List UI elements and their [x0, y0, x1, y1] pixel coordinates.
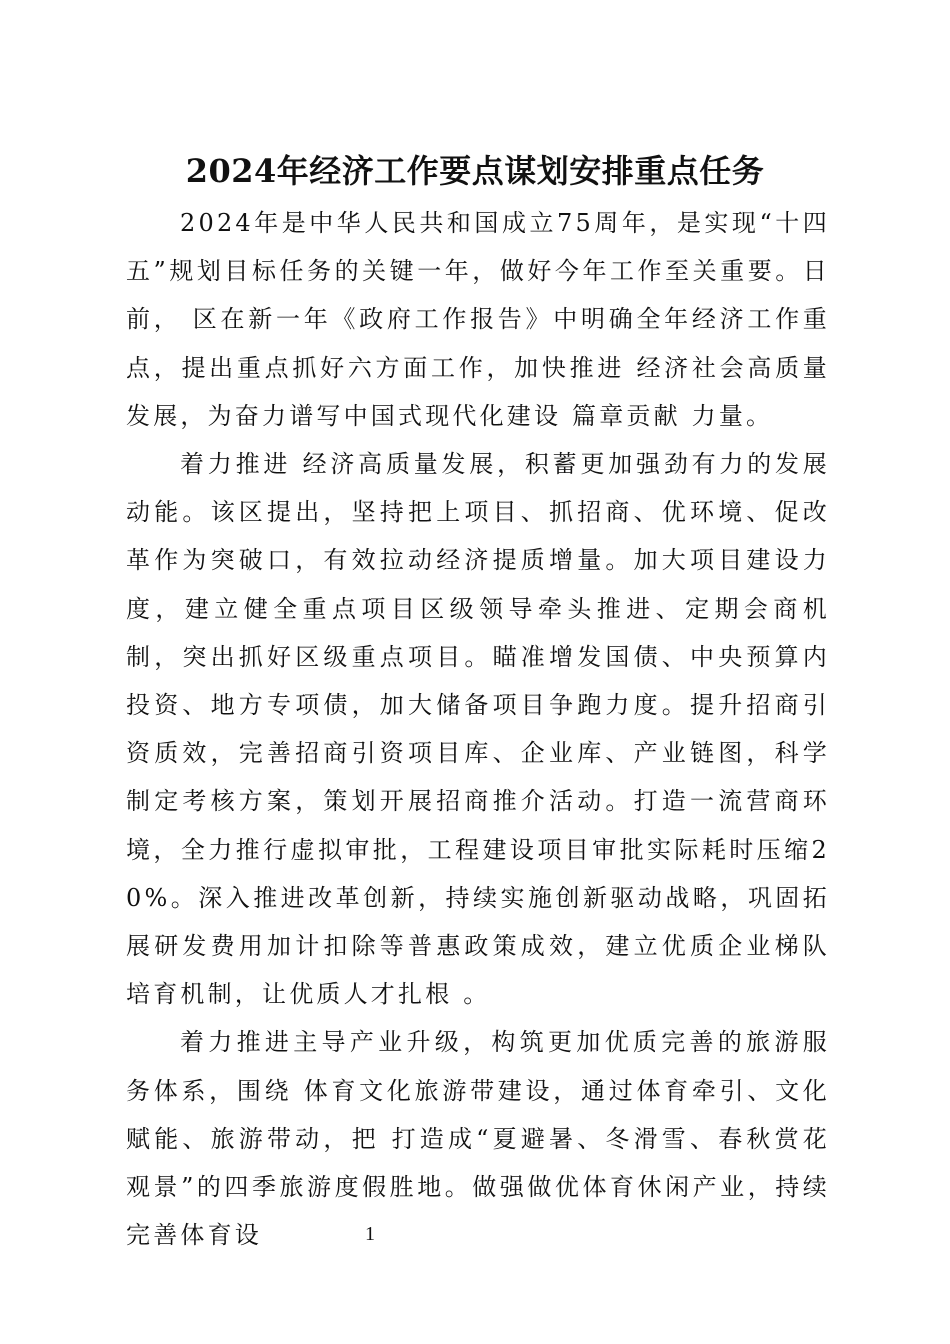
document-title: 2024年经济工作要点谋划安排重点任务 [185, 152, 765, 190]
paragraph-industry: 着力推进主导产业升级，构筑更加优质完善的旅游服务体系，围绕 体育文化旅游带建设，通过体育牵引、文化赋能、旅游带动，把 打造成“夏避暑、冬滑雪、春秋赏花观景”的四季旅游度假胜地。做强做优体育休闲产业，持续完善体育设 [126, 1028, 830, 1250]
document-body [126, 199, 830, 1259]
paragraph-intro: 2024年是中华人民共和国成立75周年，是实现“十四五”规划目标任务的关键一年，做好今年工作至关重要。日前， 区在新一年《政府工作报告》中明确全年经济工作重点，提出重点抓好六方面工作，加快推进 经济社会高质量发展，为奋力谱写中国式现代化建设 篇章贡献 力量。 [126, 209, 830, 430]
page-number: 1 [365, 1223, 375, 1245]
paragraph-economy: 着力推进 经济高质量发展，积蓄更加强劲有力的发展动能。该区提出，坚持把上项目、抓招商、优环境、促改革作为突破口，有效拉动经济提质增量。加大项目建设力度，建立健全重点项目区级领导牵头推进、定期会商机制，突出抓好区级重点项目。瞄准增发国债、中央预算内投资、地方专项债，加大储备项目争跑力度。提升招商引资质效，完善招商引资项目库、企业库、产业链图，科学制定考核方案，策划开展招商推介活动。打造一流营商环境，全力推行虚拟审批，工程建设项目审批实际耗时压缩20%。深入推进改革创新，持续实施创新驱动战略，巩固拓展研发费用加计扣除等普惠政策成效，建立优质企业梯队培育机制，让优质人才扎根 。 [126, 450, 830, 1009]
